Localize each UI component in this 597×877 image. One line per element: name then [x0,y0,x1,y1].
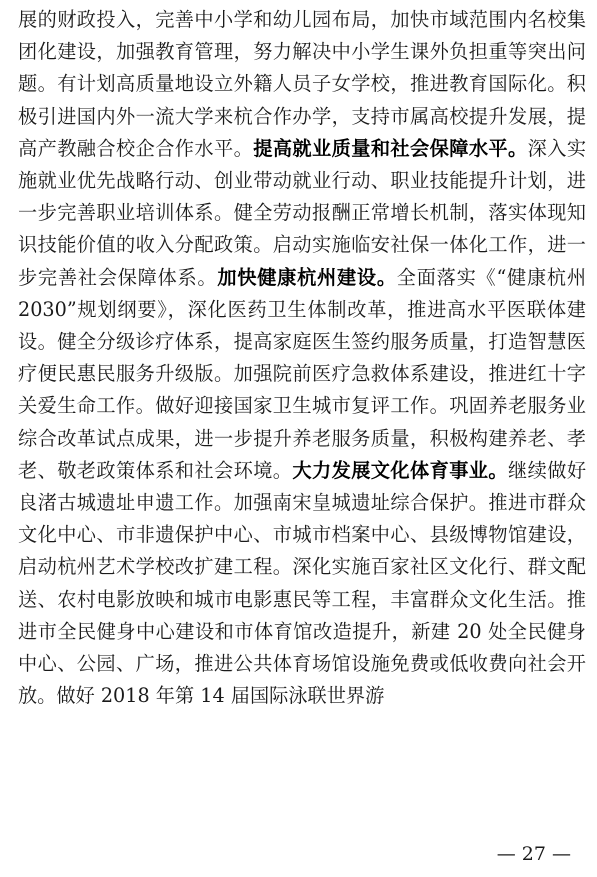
page-number: — 27 — [496,843,571,865]
body-text: 展的财政投入，完善中小学和幼儿园布局，加快市域范围内名校集团化建设，加强教育管理，努力解决中小学生课外负担重等突出问题。有计划高质量地设立外籍人员子女学校，推进教育国际化。积极引进国内外一流大学来杭合作办学，支持市属高校提升发展，提高产教融合校企合作水平。 [18,8,586,160]
body-text: 深入实施就业优先战略行动、创业带动就业行动、职业技能提升计划，进一步完善职业培训体系。健全劳动报酬正常增长机制，落实体现知识技能价值的收入分配政策。启动实施临安社保一体化工作，进一步完善社会保障体系。 [18,136,587,289]
body-paragraph [18,4,586,712]
section-heading: 提高就业质量和社会保障水平。 [253,136,528,160]
body-text: 继续做好良渚古城遗址申遗工作。加强南宋皇城遗址综合保护。推进市群众文化中心、市非遗保护中心、市城市档案中心、县级博物馆建设，启动杭州艺术学校改扩建工程。深化实施百家社区文化行、群文配送、农村电影放映和城市电影惠民等工程，丰富群众文化生活。推进市全民健身中心建设和市体育馆改造提升，新建 20 处全民健身中心、公园、广场，推进公共体育场馆设施免费或低收费向社会开放。做好 2018 年第 14 届国际泳联世界游 [18,458,587,708]
section-heading: 加快健康杭州建设。 [217,265,397,289]
section-heading: 大力发展文化体育事业。 [292,458,509,482]
body-text: 全面落实《“健康杭州 2030”规划纲要》，深化医药卫生体制改革，推进高水平医联体建设。健全分级诊疗体系，提高家庭医生签约服务质量，打造智慧医疗便民惠民服务升级版。加强院前医疗急救体系建设，推进红十字关爱生命工作。做好迎接国家卫生城市复评工作。巩固养老服务业综合改革试点成果，进一步提升养老服务质量，积极构建养老、孝老、敬老政策体系和社会环境。 [18,265,587,482]
